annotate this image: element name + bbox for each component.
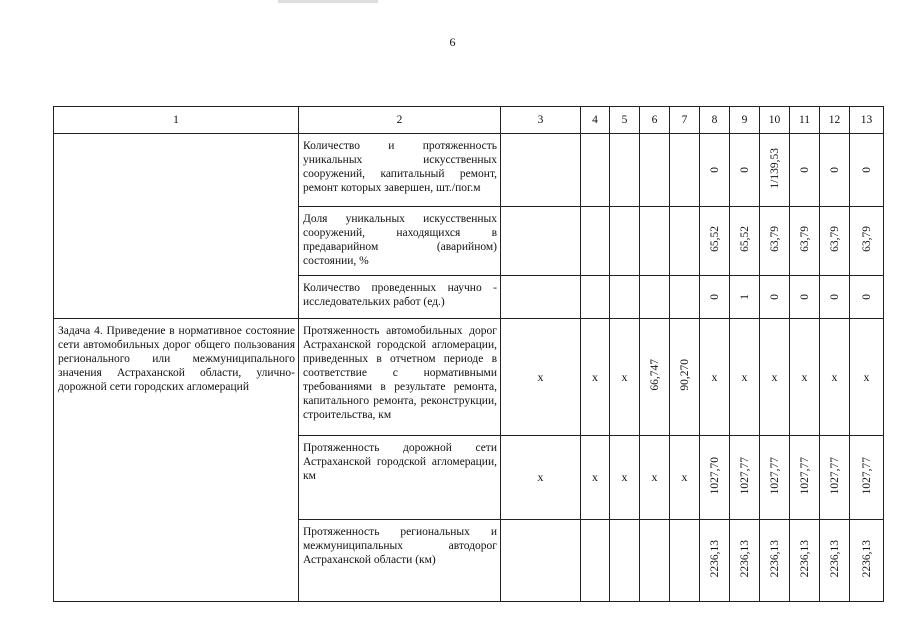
column-number-9: 9: [730, 107, 760, 134]
value-cell-col-13: [850, 436, 884, 520]
value-text: 1/139,53: [768, 147, 781, 189]
not-applicable-mark: x: [681, 470, 688, 484]
task-cell: Задача 4. Приведение в нормативное состояние сети автомобильных дорог общего пользования регионального или межмуниципального значения Астраханской области, улично-дорожной сети городских агломераций: [54, 319, 299, 602]
value-cell-col-7: [670, 436, 700, 520]
value-cell-col-6: [640, 436, 670, 520]
value-text: 0: [828, 294, 841, 300]
value-text: 0: [708, 167, 721, 173]
value-cell-col-8: [700, 134, 730, 207]
not-applicable-mark: x: [621, 369, 628, 384]
value-text: 2236,13: [768, 539, 781, 578]
indicator-cell: Протяженность дорожной сети Астраханской городской агломерации, км: [299, 436, 501, 520]
indicator-cell: Протяженность региональных и межмуниципальных автодорог Астраханской области (км): [299, 520, 501, 602]
value-cell-col-10: [760, 276, 790, 319]
column-number-7: 7: [670, 107, 700, 134]
value-cell-col-6: [640, 134, 670, 207]
value-cell-col-9: [730, 207, 760, 276]
page-number: 6: [449, 35, 456, 49]
table-header-row: [54, 107, 884, 134]
value-cell-col-6: [640, 276, 670, 319]
value-text: 0: [828, 167, 841, 173]
value-cell-col-12: [820, 276, 850, 319]
indicator-cell: Доля уникальных искусственных сооружений, находящихся в предаварийном (аварийном) состоянии, %: [299, 207, 501, 276]
value-cell-col-9: [730, 520, 760, 602]
not-applicable-mark: x: [537, 369, 544, 384]
value-cell-col-8: [700, 276, 730, 319]
value-text: 65,52: [708, 226, 721, 252]
value-cell-col-4: [581, 276, 610, 319]
value-text: 63,79: [828, 226, 841, 252]
scan-artifact: [278, 0, 378, 3]
column-number-2: 2: [299, 107, 501, 134]
value-cell-col-5: [610, 207, 640, 276]
value-text: 63,79: [768, 226, 781, 252]
not-applicable-mark: x: [863, 369, 870, 384]
value-cell-col-3: [501, 319, 581, 436]
value-cell-col-12: [820, 319, 850, 436]
value-cell-col-9: [730, 276, 760, 319]
value-cell-col-11: [790, 436, 820, 520]
value-cell-col-9: [730, 436, 760, 520]
value-text: 1027,77: [860, 456, 873, 495]
value-cell-col-13: [850, 520, 884, 602]
value-cell-col-12: [820, 520, 850, 602]
value-cell-col-6: [640, 319, 670, 436]
value-cell-col-13: [850, 207, 884, 276]
not-applicable-mark: x: [621, 470, 628, 484]
value-text: 1: [738, 294, 751, 300]
value-cell-col-6: [640, 520, 670, 602]
value-cell-col-3: [501, 276, 581, 319]
value-text: 63,79: [798, 226, 811, 252]
value-text: 1027,70: [708, 456, 721, 495]
value-cell-col-8: [700, 520, 730, 602]
not-applicable-mark: x: [801, 369, 808, 384]
column-number-13: 13: [850, 107, 884, 134]
value-cell-col-10: [760, 319, 790, 436]
value-text: 1027,77: [798, 456, 811, 495]
value-cell-col-4: [581, 319, 610, 436]
value-cell-col-10: [760, 134, 790, 207]
value-cell-col-3: [501, 436, 581, 520]
value-cell-col-7: [670, 207, 700, 276]
table-row: [54, 134, 884, 207]
value-cell-col-5: [610, 276, 640, 319]
value-cell-col-7: [670, 520, 700, 602]
column-number-5: 5: [610, 107, 640, 134]
indicator-cell: Количество и протяженность уникальных искусственных сооружений, капитальный ремонт, ремонт которых завершен, шт./пог.м: [299, 134, 501, 207]
column-number-10: 10: [760, 107, 790, 134]
value-cell-col-4: [581, 134, 610, 207]
value-cell-col-4: [581, 520, 610, 602]
value-cell-col-8: [700, 319, 730, 436]
not-applicable-mark: x: [537, 470, 544, 484]
value-text: 63,79: [860, 226, 873, 252]
column-number-8: 8: [700, 107, 730, 134]
value-text: 0: [860, 294, 873, 300]
column-number-11: 11: [790, 107, 820, 134]
value-cell-col-11: [790, 207, 820, 276]
value-cell-col-13: [850, 134, 884, 207]
value-cell-col-13: [850, 319, 884, 436]
task-cell: [54, 134, 299, 319]
not-applicable-mark: x: [711, 369, 718, 384]
value-text: 1027,77: [738, 456, 751, 495]
table-row: [54, 319, 884, 436]
column-number-6: 6: [640, 107, 670, 134]
value-text: 2236,13: [708, 539, 721, 578]
value-text: 0: [798, 167, 811, 173]
value-text: 2236,13: [738, 539, 751, 578]
value-text: 0: [860, 167, 873, 173]
value-cell-col-8: [700, 436, 730, 520]
column-number-1: 1: [54, 107, 299, 134]
value-text: 65,52: [738, 226, 751, 252]
value-cell-col-11: [790, 276, 820, 319]
value-cell-col-10: [760, 520, 790, 602]
not-applicable-mark: x: [592, 369, 598, 384]
value-cell-col-4: [581, 436, 610, 520]
value-cell-col-11: [790, 520, 820, 602]
value-cell-col-12: [820, 207, 850, 276]
value-cell-col-12: [820, 134, 850, 207]
value-cell-col-10: [760, 436, 790, 520]
value-cell-col-10: [760, 207, 790, 276]
value-text: 66,747: [648, 359, 661, 391]
value-cell-col-7: [670, 319, 700, 436]
value-text: 1027,77: [768, 456, 781, 495]
value-cell-col-6: [640, 207, 670, 276]
column-number-12: 12: [820, 107, 850, 134]
value-text: 0: [738, 167, 751, 173]
value-cell-col-5: [610, 436, 640, 520]
value-cell-col-3: [501, 207, 581, 276]
value-cell-col-7: [670, 134, 700, 207]
value-cell-col-12: [820, 436, 850, 520]
value-text: 1027,77: [828, 456, 841, 495]
value-text: 0: [798, 294, 811, 300]
value-cell-col-3: [501, 520, 581, 602]
indicator-cell: Количество проведенных научно - исследовательких работ (ед.): [299, 276, 501, 319]
value-cell-col-9: [730, 319, 760, 436]
value-text: 2236,13: [860, 539, 873, 578]
value-cell-col-4: [581, 207, 610, 276]
value-cell-col-7: [670, 276, 700, 319]
value-text: 2236,13: [828, 539, 841, 578]
not-applicable-mark: x: [651, 470, 658, 484]
value-cell-col-13: [850, 276, 884, 319]
column-number-3: 3: [501, 107, 581, 134]
value-text: 90,270: [678, 359, 691, 391]
value-cell-col-5: [610, 319, 640, 436]
not-applicable-mark: x: [592, 470, 598, 484]
value-cell-col-11: [790, 134, 820, 207]
not-applicable-mark: x: [771, 369, 778, 384]
value-text: 0: [708, 294, 721, 300]
value-cell-col-11: [790, 319, 820, 436]
value-cell-col-9: [730, 134, 760, 207]
column-number-4: 4: [581, 107, 610, 134]
value-cell-col-3: [501, 134, 581, 207]
indicators-table: [53, 106, 884, 602]
not-applicable-mark: x: [831, 369, 838, 384]
value-cell-col-5: [610, 520, 640, 602]
value-cell-col-5: [610, 134, 640, 207]
value-text: 2236,13: [798, 539, 811, 578]
not-applicable-mark: x: [741, 369, 748, 384]
value-cell-col-8: [700, 207, 730, 276]
value-text: 0: [768, 294, 781, 300]
indicator-cell: Протяженность автомобильных дорог Астраханской городской агломерации, приведенных в отчетном периоде в соответствие с нормативными требованиями в результате ремонта, капитального ремонта, реконструкции, строительства, км: [299, 319, 501, 436]
